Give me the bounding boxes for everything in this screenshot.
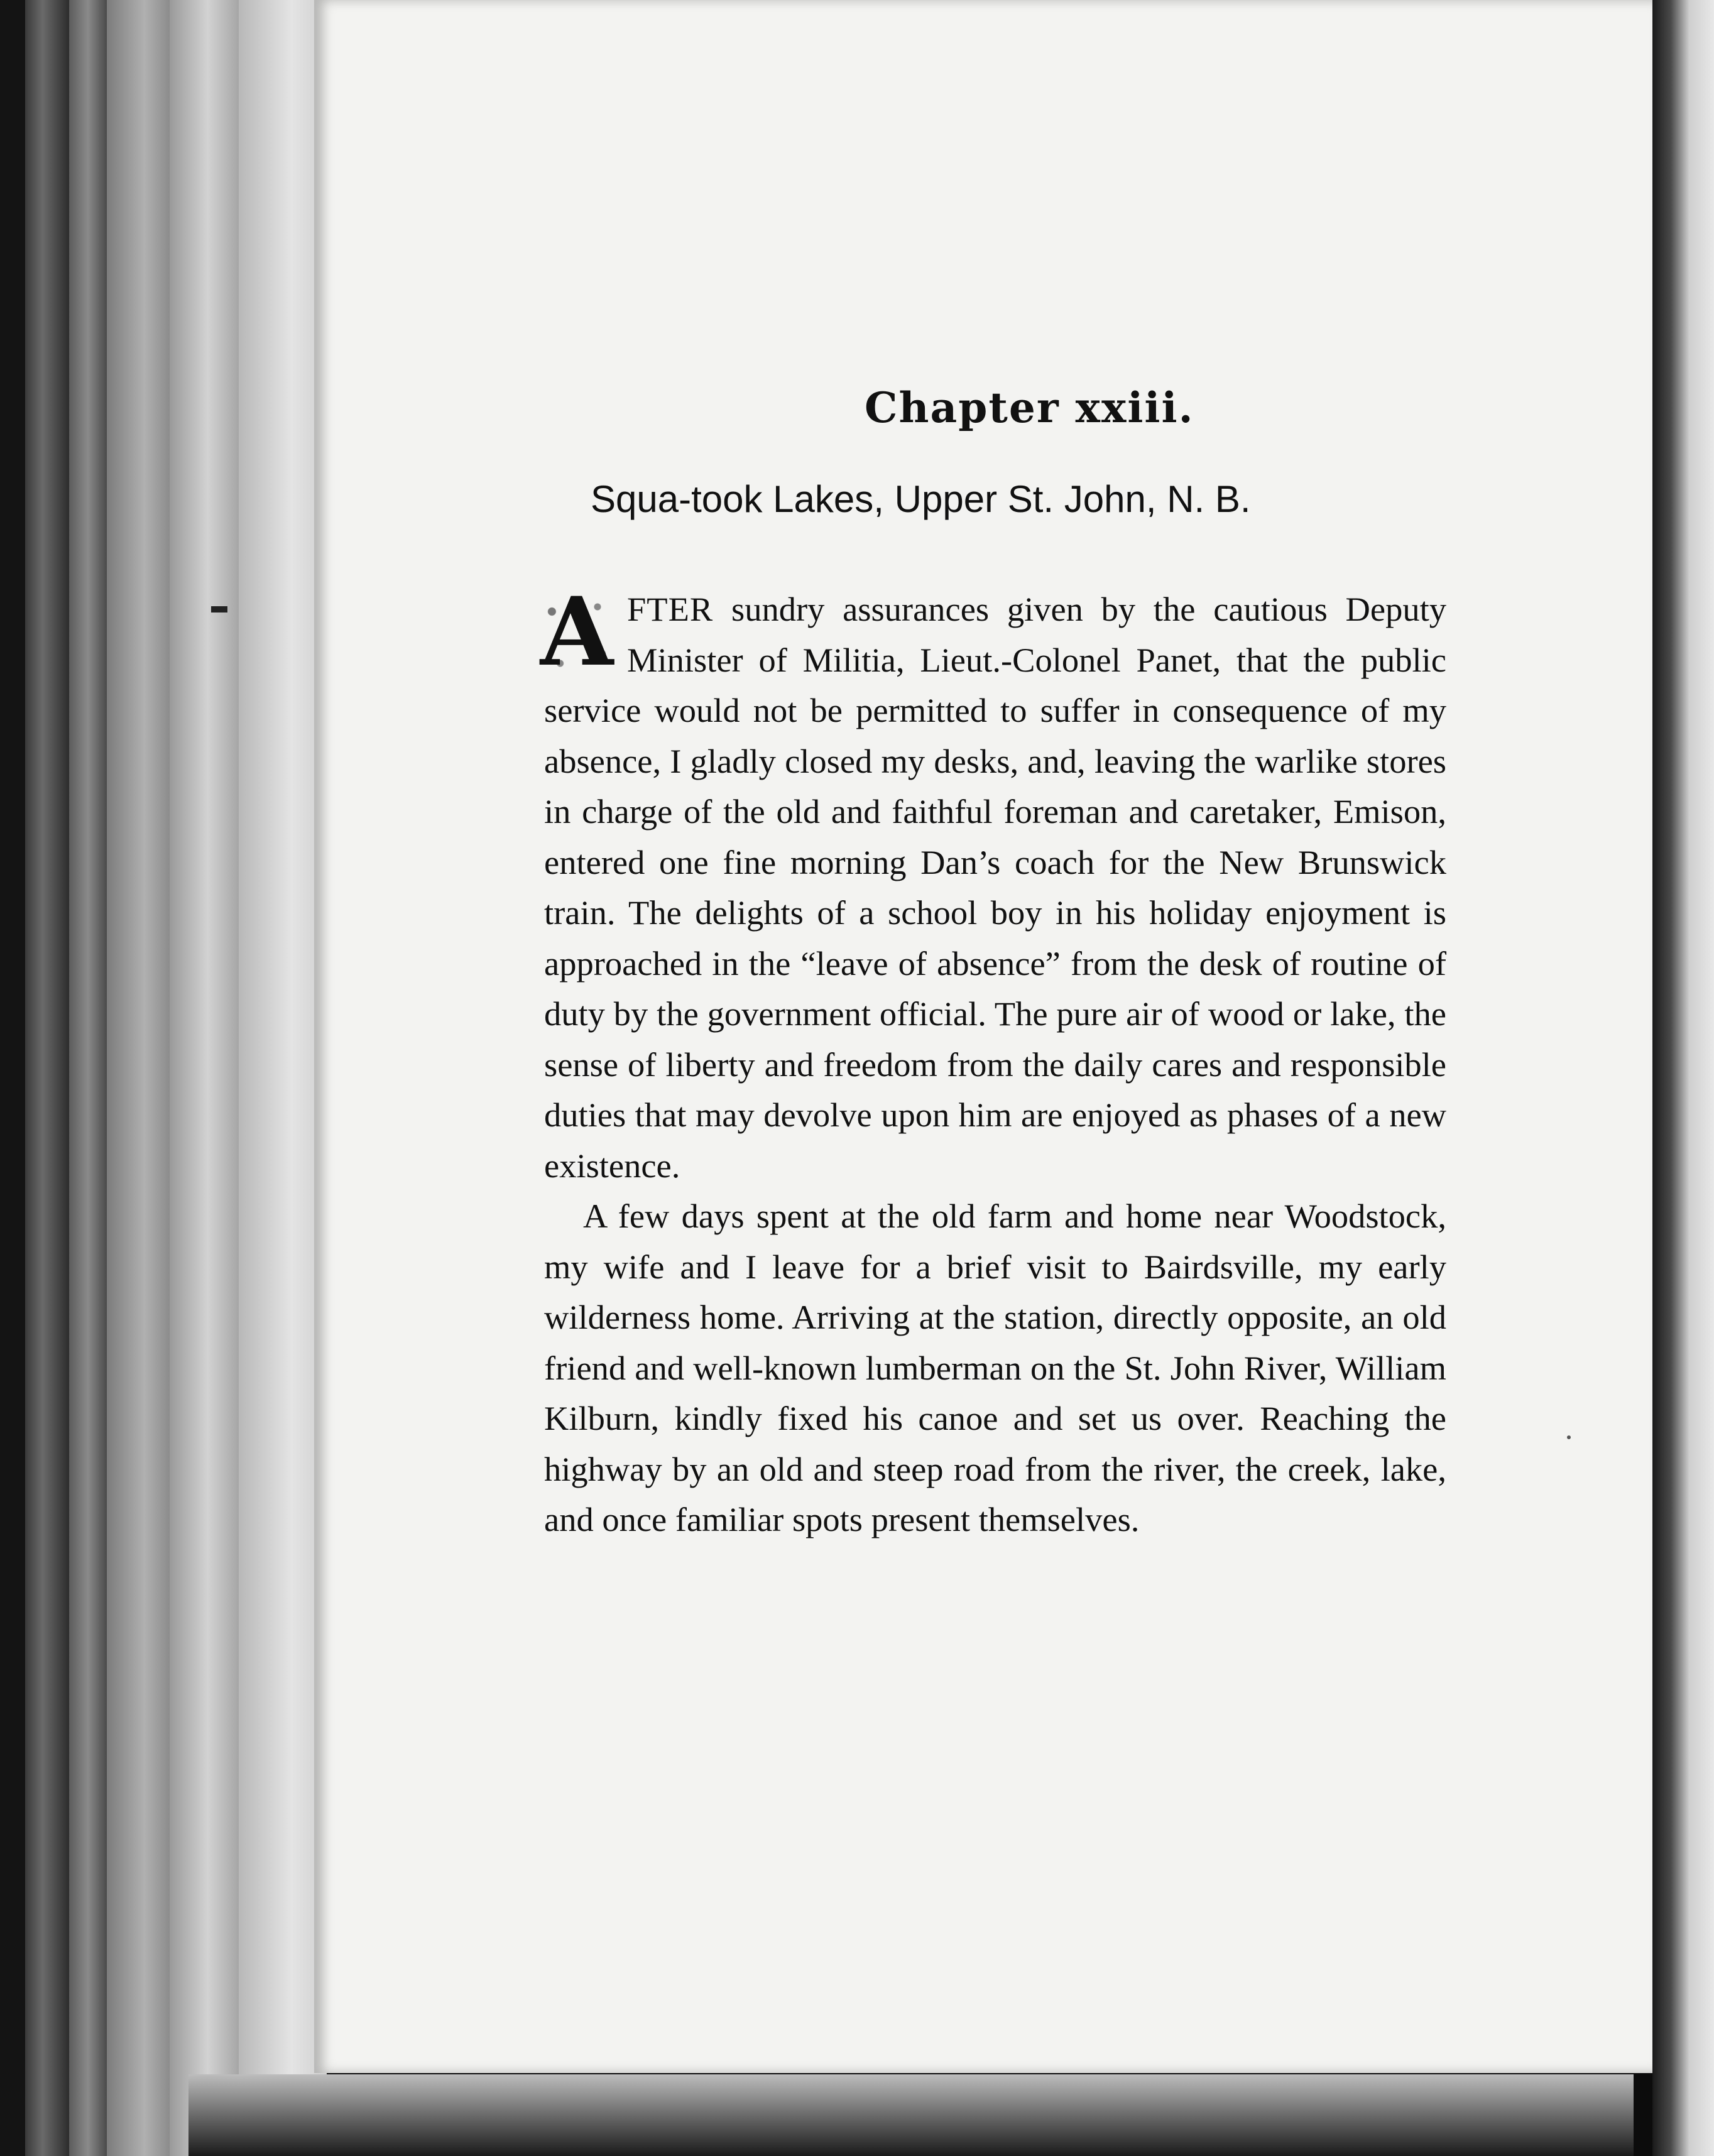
margin-mark [211, 606, 227, 612]
chapter-subtitle: Squa-took Lakes, Upper St. John, N. B. [591, 478, 1251, 520]
page-stack-edges [0, 0, 327, 2156]
page-edge [25, 0, 69, 2156]
paragraph-1 [540, 577, 1446, 1191]
page-edge [239, 0, 327, 2156]
page-bottom-edges [188, 2074, 1634, 2156]
page-right-edge [1652, 0, 1714, 2156]
page-edge [69, 0, 107, 2156]
chapter-heading: Chapter xxiii. [865, 383, 1194, 432]
paragraph-1-text: sundry assurances given by the cautious Deputy Minister of Militia, Lieut.-Colonel Panet, that the public service would not be permitted to suffer in consequence of my absence, I gladly closed my desks, and, leaving the warlike stores in charge of the old and faithful foreman and caretaker, Emison, entered one fine morning Dan’s coach for the New Brunswick train. The delights of a school boy in his holiday enjoyment is approached in the “leave of absence” from the desk of routine of duty by the government official. The pure air of wood or lake, the sense of liberty and freedom from the daily cares and responsible duties that may devolve upon him are enjoyed as phases of a new existence. [544, 590, 1446, 1185]
page-edge [107, 0, 170, 2156]
body-text [540, 577, 1446, 1545]
page-edge [170, 0, 239, 2156]
drop-cap-initial: A [535, 588, 618, 682]
first-word-rest: FTER [627, 590, 714, 628]
scan-speck [1567, 1435, 1571, 1439]
paragraph-2: A few days spent at the old farm and home near Woodstock, my wife and I leave for a brief visit to Bairdsville, my early wilderness home. Arriving at the station, directly opposite, an old friend and well-known lumberman on the St. John River, William Kilburn, kindly fixed his canoe and set us over. Reaching the highway by an old and steep road from the river, the creek, lake, and once familiar spots present themselves. [544, 1197, 1446, 1538]
